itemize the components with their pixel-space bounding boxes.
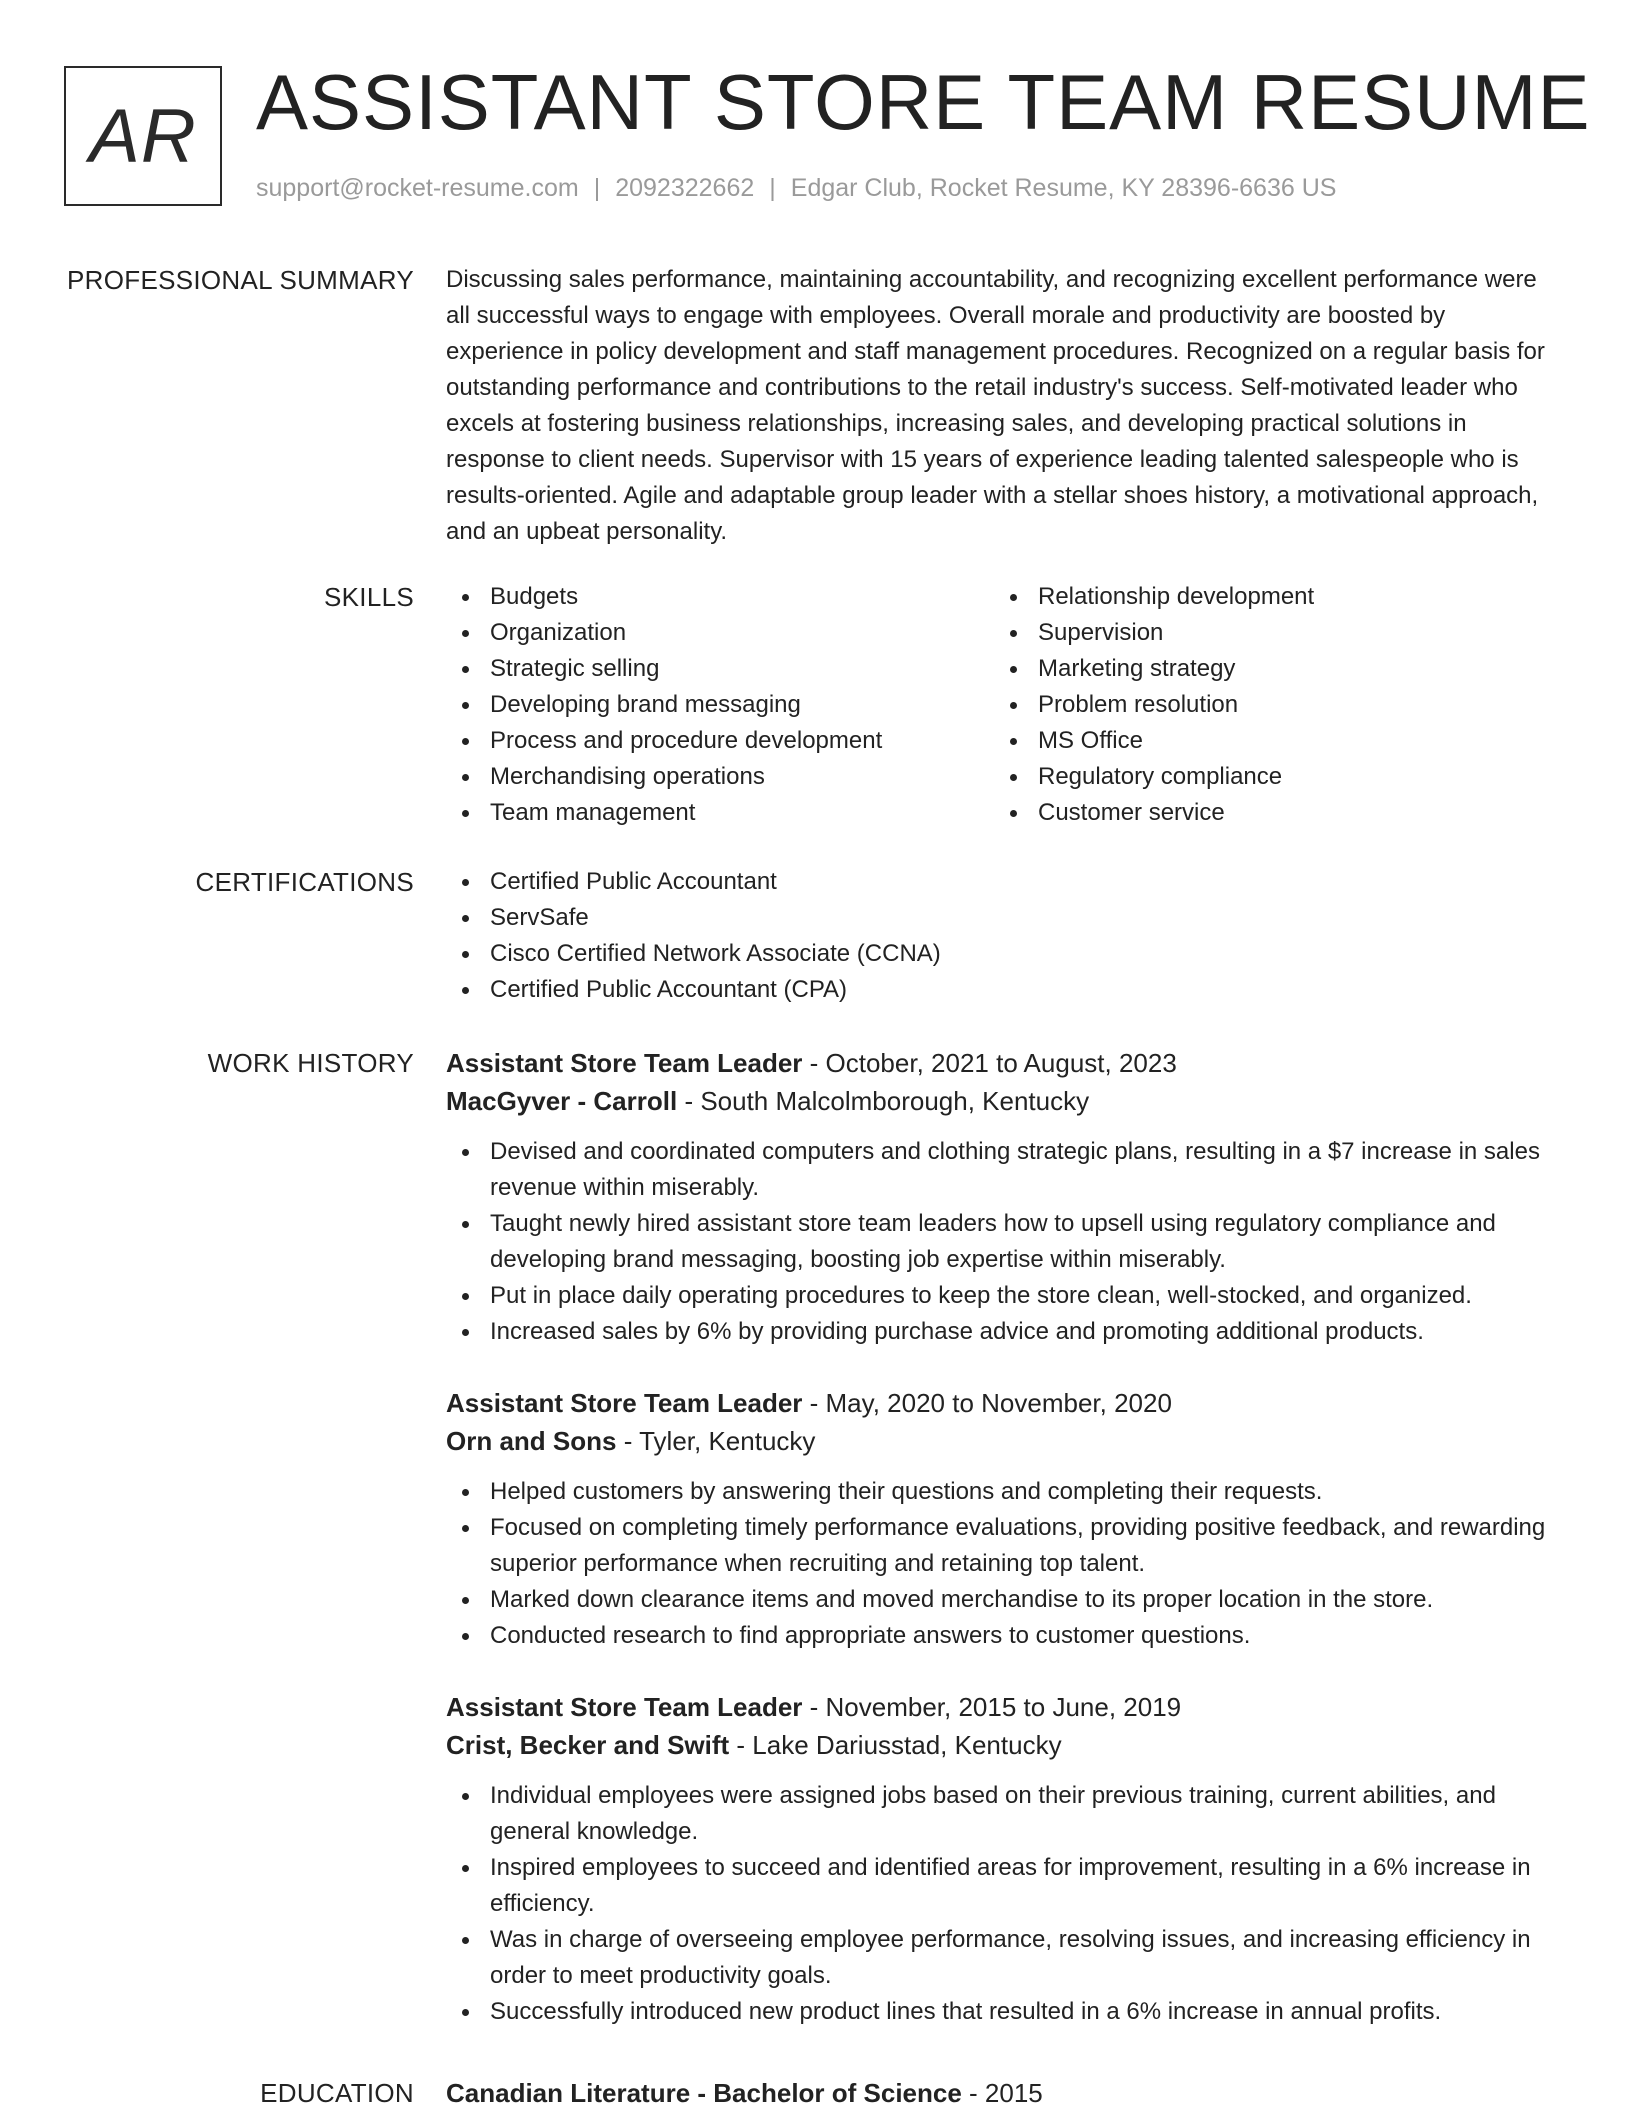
job-company: MacGyver - Carroll (446, 1086, 678, 1116)
skills-list-left (446, 579, 994, 831)
skill-item: Relationship development (994, 579, 1542, 615)
job-bullet: Was in charge of overseeing employee performance, resolving issues, and increasing efficiency in order to meet productivity goals. (446, 1922, 1566, 1994)
job-bullet: Inspired employees to succeed and identified areas for improvement, resulting in a 6% increase in efficiency. (446, 1850, 1566, 1922)
skill-item: Strategic selling (446, 651, 994, 687)
section-label-skills: SKILLS (324, 582, 414, 612)
job-location: - Lake Dariusstad, Kentucky (729, 1730, 1062, 1760)
job-company: Orn and Sons (446, 1426, 617, 1456)
job-company-line (446, 1422, 1566, 1460)
job-bullet: Devised and coordinated computers and clothing strategic plans, resulting in a $7 increase in sales revenue within miserably. (446, 1134, 1566, 1206)
page-title: ASSISTANT STORE TEAM RESUME (256, 58, 1591, 146)
section-label-work-history: WORK HISTORY (207, 1048, 414, 1078)
job-company-line (446, 1726, 1566, 1764)
job-location: - Tyler, Kentucky (616, 1426, 816, 1456)
skill-item: Organization (446, 615, 994, 651)
job-bullet: Conducted research to find appropriate answers to customer questions. (446, 1618, 1566, 1654)
certification-item: Certified Public Accountant (446, 864, 1566, 900)
email-text: support@rocket-resume.com (256, 174, 579, 202)
job-company-line (446, 1082, 1566, 1120)
job-dates: - October, 2021 to August, 2023 (802, 1048, 1177, 1078)
job-bullet: Put in place daily operating procedures to keep the store clean, well-stocked, and organized. (446, 1278, 1566, 1314)
contact-separator: | (769, 174, 776, 202)
job-title-line (446, 1044, 1566, 1082)
job-company: Crist, Becker and Swift (446, 1730, 730, 1760)
job-bullet: Increased sales by 6% by providing purchase advice and promoting additional products. (446, 1314, 1566, 1350)
education-entry (446, 2074, 1566, 2112)
address-text: Edgar Club, Rocket Resume, KY 28396-6636 US (790, 174, 1337, 202)
skill-item: Problem resolution (994, 687, 1542, 723)
education-year: - 2015 (961, 2078, 1043, 2108)
phone-text: 2092322662 (615, 174, 755, 202)
job-title: Assistant Store Team Leader (446, 1048, 803, 1078)
job-bullets (446, 1778, 1566, 2030)
job-bullet: Taught newly hired assistant store team leaders how to upsell using regulatory compliance and developing brand messaging, boosting job expertise within miserably. (446, 1206, 1566, 1278)
job-title-line (446, 1384, 1566, 1422)
certification-item: Cisco Certified Network Associate (CCNA) (446, 936, 1566, 972)
summary-body (446, 262, 1566, 550)
skill-item: Merchandising operations (446, 759, 994, 795)
certification-item: ServSafe (446, 900, 1566, 936)
certifications-list (446, 864, 1566, 1008)
certifications-body (446, 864, 1566, 1008)
job-entry (446, 1384, 1566, 1654)
skill-item: Marketing strategy (994, 651, 1542, 687)
skill-item: Regulatory compliance (994, 759, 1542, 795)
job-bullet: Helped customers by answering their questions and completing their requests. (446, 1474, 1566, 1510)
job-title: Assistant Store Team Leader (446, 1388, 803, 1418)
job-title: Assistant Store Team Leader (446, 1692, 803, 1722)
skill-item: Budgets (446, 579, 994, 615)
job-entry (446, 1688, 1566, 2030)
skills-body (446, 579, 1566, 831)
contact-line (256, 174, 1336, 203)
skill-item: Developing brand messaging (446, 687, 994, 723)
job-dates: - May, 2020 to November, 2020 (802, 1388, 1172, 1418)
summary-text: Discussing sales performance, maintaining accountability, and recognizing excellent performance were all successful ways to engage with employees. Overall morale and productivity are boosted by experience in policy development and staff management procedures. Recognized on a regular basis for outstanding performance and contributions to the retail industry's success. Self-motivated leader who excels at fostering business relationships, increasing sales, and developing practical solutions in response to client needs. Supervisor with 15 years of experience leading talented salespeople who is results-oriented. Agile and adaptable group leader with a stellar shoes history, a motivational approach, and an upbeat personality. (446, 266, 1545, 545)
skill-item: Customer service (994, 795, 1542, 831)
skills-list-right (994, 579, 1542, 831)
job-bullet: Marked down clearance items and moved merchandise to its proper location in the store. (446, 1582, 1566, 1618)
certification-item: Certified Public Accountant (CPA) (446, 972, 1566, 1008)
section-label-certifications: CERTIFICATIONS (195, 867, 414, 897)
job-location: - South Malcolmborough, Kentucky (677, 1086, 1090, 1116)
work-history-body (446, 1044, 1566, 2064)
section-label-education: EDUCATION (260, 2078, 414, 2108)
job-bullets (446, 1134, 1566, 1350)
job-title-line (446, 1688, 1566, 1726)
skill-item: Supervision (994, 615, 1542, 651)
skill-item: Team management (446, 795, 994, 831)
job-bullet: Successfully introduced new product lines that resulted in a 6% increase in annual profits. (446, 1994, 1566, 2030)
job-bullet: Focused on completing timely performance evaluations, providing positive feedback, and rewarding superior performance when recruiting and retaining top talent. (446, 1510, 1566, 1582)
job-bullet: Individual employees were assigned jobs based on their previous training, current abilities, and general knowledge. (446, 1778, 1566, 1850)
job-dates: - November, 2015 to June, 2019 (802, 1692, 1182, 1722)
job-bullets (446, 1474, 1566, 1654)
section-label-summary: PROFESSIONAL SUMMARY (67, 265, 414, 295)
contact-separator: | (593, 174, 601, 202)
monogram-logo: AR (64, 66, 222, 206)
education-degree: Canadian Literature - Bachelor of Science (446, 2078, 962, 2108)
job-entry (446, 1044, 1566, 1350)
skill-item: MS Office (994, 723, 1542, 759)
skill-item: Process and procedure development (446, 723, 994, 759)
